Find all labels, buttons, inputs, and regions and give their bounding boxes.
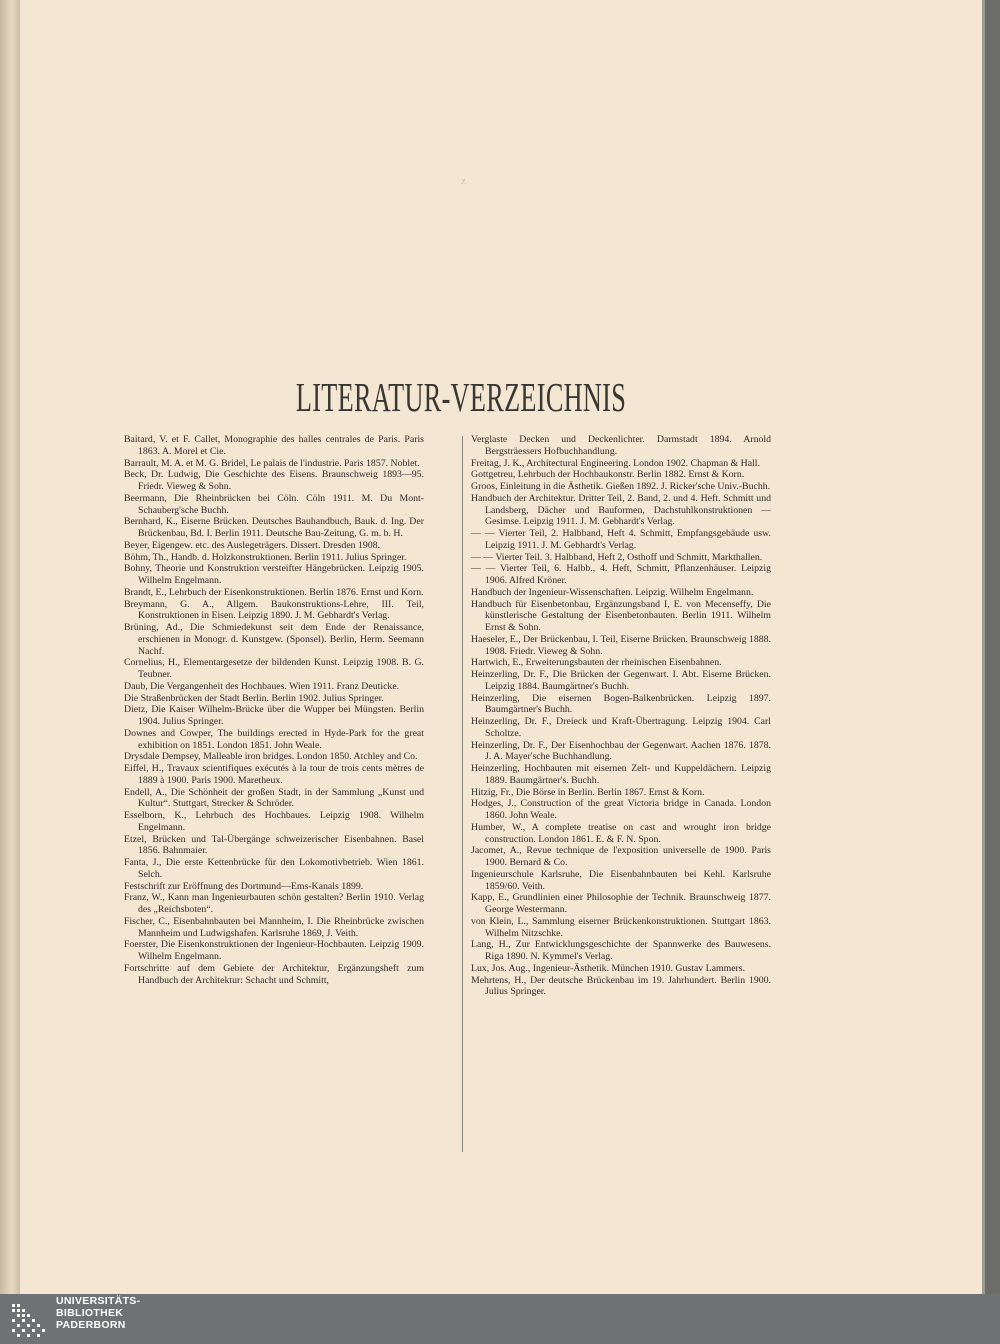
bibliography-entry: Daub, Die Vergangenheit des Hochbaues. Wien 1911. Franz Deuticke. — [124, 680, 400, 692]
bibliography-entry: Heinzerling, Die eisernen Bogen-Balkenbrücken. Leipzig 1897. Baumgärtner's Buchh. — [471, 692, 771, 716]
bibliography-entry: Eiffel, H., Travaux scientifiques exécutés à la tour de trois cents mètres de 1889 à 1900. Paris 1900. Maretheux. — [124, 763, 424, 786]
bibliography-entry: Handbuch der Ingenieur-Wissenschaften. Leipzig. Wilhelm Engelmann. — [471, 586, 754, 598]
bibliography-entry: Downes and Cowper, The buildings erected in Hyde-Park for the great exhibition on 1851. London 1851. John Weale. — [124, 727, 424, 751]
bibliography-entry: Die Straßenbrücken der Stadt Berlin. Berlin 1902. Julius Springer. — [124, 692, 384, 704]
book-edge-line — [982, 0, 985, 1294]
show-through-mark: z — [461, 175, 466, 187]
bibliography-entry: Dietz, Die Kaiser Wilhelm-Brücke über die Wupper bei Müngsten. Berlin 1904. Julius Springer. — [124, 704, 424, 727]
bibliography-entry: Heinzerling, Dr. F., Der Eisenhochbau der Gegenwart. Aachen 1876. 1878. J. A. Mayer'sche Buchhandlung. — [471, 739, 771, 763]
column-divider — [462, 436, 463, 1152]
bibliography-entry: Lux, Jos. Aug., Ingenieur-Ästhetik. München 1910. Gustav Lammers. — [471, 962, 746, 974]
bibliography-entry: Hartwich, E., Erweiterungsbauten der rheinischen Eisenbahnen. — [471, 657, 722, 669]
bibliography-entry: Heinzerling, Dr. F., Dreieck und Kraft-Übertragung. Leipzig 1904. Carl Scholtze. — [471, 716, 771, 739]
bibliography-entry: Cornelius, H., Elementargesetze der bildenden Kunst. Leipzig 1908. B. G. Teubner. — [124, 657, 424, 680]
bibliography-entry: Drysdale Dempsey, Malleable iron bridges. London 1850. Atchley and Co. — [124, 751, 418, 763]
bibliography-entry: Bernhard, K., Eiserne Brücken. Deutsches Bauhandbuch, Bauk. d. Ing. Der Brückenbau, Bd. I. Berlin 1911. Deutsche Bau-Zeitung, G. m. b. H. — [124, 516, 424, 539]
bibliography-entry: Gottgetreu, Lehrbuch der Hochbaukonstr. Berlin 1882. Ernst & Korn. — [471, 469, 745, 481]
bibliography-entry: Endell, A., Die Schönheit der großen Stadt, in der Sammlung „Kunst und Kultur“. Stuttgart, Strecker & Schröder. — [124, 786, 424, 810]
bibliography-right-column — [471, 434, 771, 998]
bibliography-entry: — — Vierter Teil, 6. Halbb., 4. Heft, Schmitt, Pflanzenhäuser. Leipzig 1906. Alfred Kröner. — [471, 563, 771, 586]
book-edge — [982, 0, 1000, 1294]
bibliography-entry: von Klein, L., Sammlung eiserner Brückenkonstruktionen. Stuttgart 1863. Wilhelm Nitzschke. — [471, 915, 771, 939]
bibliography-entry: Handbuch der Architektur. Dritter Teil, 2. Band, 2. und 4. Heft. Schmitt und Landsberg, Dächer und Bauformen, Dachstuhlkonstruktionen — Gesimse. Leipzig 1911. J. M. Gebhardt's Verlag. — [471, 492, 771, 528]
adjacent-page-edge — [0, 0, 20, 1294]
bibliography-entry: Beyer, Eigengew. etc. des Auslegeträgers. Dissert. Dresden 1908. — [124, 539, 381, 551]
bibliography-entry: Breymann, G. A., Allgem. Baukonstruktions-Lehre, III. Teil, Konstruktionen in Eisen. Leipzig 1890. J. M. Gebhardt's Verlag. — [124, 598, 424, 622]
bibliography-entry: Böhm, Th., Handb. d. Holzkonstruktionen. Berlin 1911. Julius Springer. — [124, 551, 407, 563]
bibliography-entry: Baitard, V. et F. Callet, Monographie des halles centrales de Paris. Paris 1863. A. Morel et Cie. — [124, 434, 424, 457]
bibliography-entry: Fischer, C., Eisenbahnbauten bei Mannheim, I. Die Rheinbrücke zwischen Mannheim und Ludwigshafen. Karlsruhe 1869, J. Veith. — [124, 915, 424, 939]
bibliography-entry: Esselborn, K., Lehrbuch des Hochbaues. Leipzig 1908. Wilhelm Engelmann. — [124, 810, 424, 833]
library-logo-icon — [12, 1304, 50, 1338]
bibliography-entry: Mehrtens, H., Der deutsche Brückenbau im 19. Jahrhundert. Berlin 1900. Julius Springer. — [471, 974, 771, 998]
library-footer — [0, 1294, 1000, 1344]
bibliography-entry: Fanta, J., Die erste Kettenbrücke für den Lokomotivbetrieb. Wien 1861. Selch. — [124, 857, 424, 880]
library-name — [56, 1295, 140, 1331]
bibliography-entry: Freitag, J. K., Architectural Engineering. London 1902. Chapman & Hall. — [471, 457, 760, 469]
library-name-line-1: UNIVERSITÄTS- — [56, 1295, 141, 1307]
bibliography-entry: Festschrift zur Eröffnung des Dortmund—Ems-Kanals 1899. — [124, 880, 364, 892]
bibliography-entry: Brandt, E., Lehrbuch der Eisenkonstruktionen. Berlin 1876. Ernst und Korn. — [124, 586, 424, 598]
bibliography-entry: Hodges, J., Construction of the great Victoria bridge in Canada. London 1860. John Weale. — [471, 798, 771, 821]
bibliography-entry: Groos, Einleitung in die Ästhetik. Gießen 1892. J. Ricker'sche Univ.-Buchh. — [471, 481, 771, 492]
bibliography-entry: Heinzerling, Dr. F., Die Brücken der Gegenwart. I. Abt. Eiserne Brücken. Leipzig 1884. Baumgärtner's Buchh. — [471, 669, 771, 692]
bibliography-entry: — — Vierter Teil. 3. Halbband, Heft 2, Osthoff und Schmitt, Markthallen. — [471, 551, 763, 563]
bibliography-entry: Foerster, Die Eisenkonstruktionen der Ingenieur-Hochbauten. Leipzig 1909. Wilhelm Engelmann. — [124, 939, 424, 962]
bibliography-entry: Fortschritte auf dem Gebiete der Architektur, Ergänzungsheft zum Handbuch der Architektur: Schacht und Schmitt, — [124, 962, 424, 986]
bibliography-entry: Barrault, M. A. et M. G. Bridel, Le palais de l'industrie. Paris 1857. Noblet. — [124, 457, 420, 469]
bibliography-entry: Franz, W., Kann man Ingenieurbauten schön gestalten? Berlin 1910. Verlag des „Reichsboten“. — [124, 892, 424, 915]
bibliography-entry: Beck, Dr. Ludwig, Die Geschichte des Eisens. Braunschweig 1893—95. Friedr. Vieweg & Sohn. — [124, 469, 424, 492]
bibliography-entry: Haeseler, E., Der Brückenbau, I. Teil, Eiserne Brücken. Braunschweig 1888. 1908. Friedr. Vieweg & Sohn. — [471, 633, 771, 657]
library-name-line-2: BIBLIOTHEK — [56, 1307, 124, 1319]
bibliography-entry: Handbuch für Eisenbetonbau, Ergänzungsband I, E. von Mecenseffy, Die künstlerische Gestaltung der Eisenbetonbauten. Berlin 1911. Wilhelm Ernst & Sohn. — [471, 598, 771, 633]
bibliography-entry: Jacomet, A., Revue technique de l'exposition universelle de 1900. Paris 1900. Bernard & Co. — [471, 845, 771, 868]
bibliography-entry: Etzel, Brücken und Tal-Übergänge schweizerischer Eisenbahnen. Basel 1856. Bahnmaier. — [124, 833, 424, 857]
bibliography-entry: Kapp, E., Grundlinien einer Philosophie der Technik. Braunschweig 1877. George Westermann. — [471, 892, 771, 915]
bibliography-entry: — — Vierter Teil, 2. Halbband, Heft 4. Schmitt, Empfangsgebäude usw. Leipzig 1911. J. M. Gebhardt's Verlag. — [471, 528, 771, 551]
bibliography-entry: Verglaste Decken und Deckenlichter. Darmstadt 1894. Arnold Bergsträessers Hofbuchhandlung. — [471, 434, 771, 457]
document-page — [20, 0, 982, 1294]
bibliography-entry: Bohny, Theorie und Konstruktion versteifter Hängebrücken. Leipzig 1905. Wilhelm Engelmann. — [124, 563, 424, 586]
bibliography-entry: Lang, H., Zur Entwicklungsgeschichte der Spannwerke des Bauwesens. Riga 1890. N. Kymmel's Verlag. — [471, 939, 771, 962]
bibliography-left-column — [124, 434, 424, 986]
library-name-line-3: PADERBORN — [56, 1319, 126, 1331]
bibliography-entry: Beermann, Die Rheinbrücken bei Cöln. Cöln 1911. M. Du Mont-Schauberg'sche Buchh. — [124, 492, 424, 516]
bibliography-entry: Ingenieurschule Karlsruhe, Die Eisenbahnbauten bei Kehl. Karlsruhe 1859/60. Veith. — [471, 868, 771, 892]
bibliography-entry: Hitzig, Fr., Die Börse in Berlin. Berlin 1867. Ernst & Korn. — [471, 786, 705, 798]
page-title: LITERATUR-VERZEICHNIS — [295, 374, 627, 420]
bibliography-entry: Humber, W., A complete treatise on cast and wrought iron bridge construction. London 1861. E. & F. N. Spon. — [471, 821, 771, 845]
bibliography-entry: Brüning, Ad., Die Schmiedekunst seit dem Ende der Renaissance, erschienen in Monogr. d. Kunstgew. (Sponsel). Berlin, Herm. Seemann Nachf. — [124, 622, 424, 657]
bibliography-entry: Heinzerling, Hochbauten mit eisernen Zelt- und Kuppeldächern. Leipzig 1889. Baumgärtner's. Buchh. — [471, 763, 771, 786]
